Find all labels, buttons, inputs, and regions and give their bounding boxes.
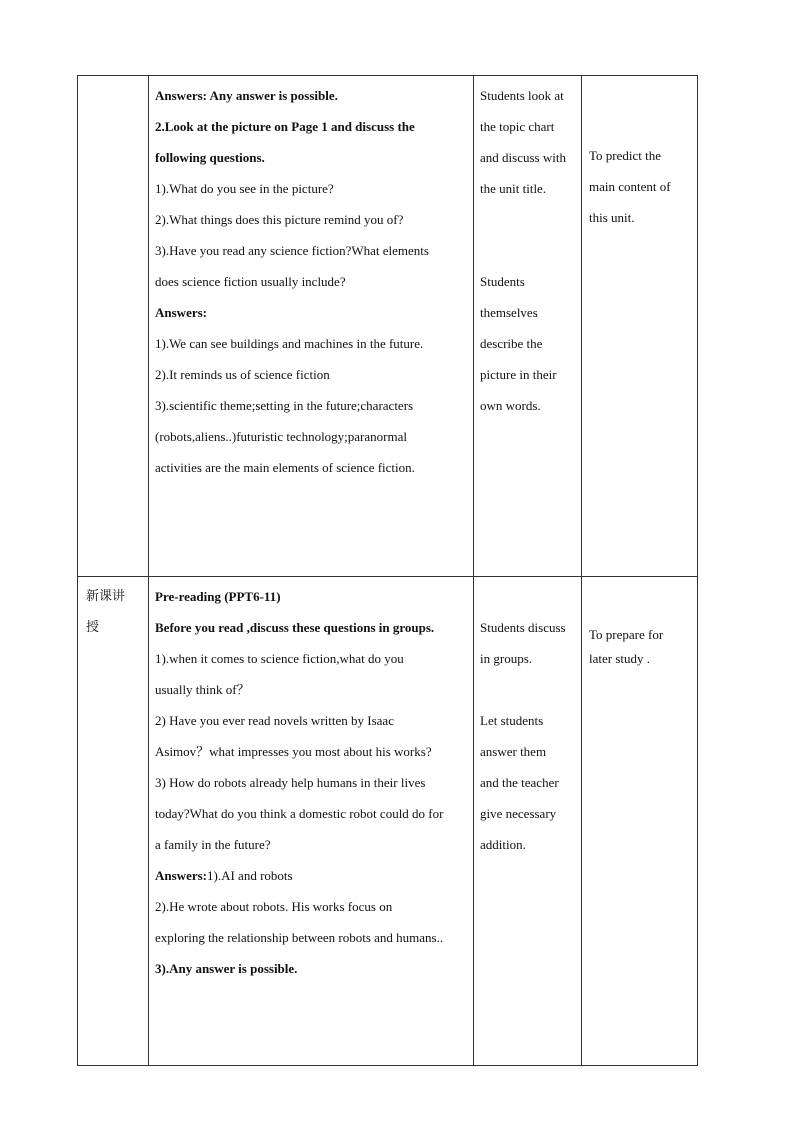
activity-line: the unit title. <box>480 181 547 196</box>
content-line: 2).He wrote about robots. His works focus on <box>155 899 393 914</box>
activity-line: Students look at <box>480 88 564 103</box>
content-line: 3).Have you read any science fiction?What elements <box>155 243 429 258</box>
content-line: 1).We can see buildings and machines in the future. <box>155 336 424 351</box>
purpose-cell <box>582 76 698 577</box>
content-line: following questions. <box>155 150 265 165</box>
content-line: exploring the relationship between robots and humans.. <box>155 930 444 945</box>
activity-line: answer them <box>480 744 547 759</box>
activity-line: picture in their <box>480 367 557 382</box>
section-label: 新课讲授 <box>86 589 126 635</box>
content-line: Answers: Any answer is possible. <box>155 88 338 103</box>
lesson-plan-table <box>77 75 698 1066</box>
section-cell <box>78 76 149 577</box>
purpose-line: later study . <box>589 651 651 666</box>
content-line: 2).It reminds us of science fiction <box>155 367 330 382</box>
purpose-line: To predict the <box>589 148 662 163</box>
content-line: today?What do you think a domestic robot could do for <box>155 806 444 821</box>
activity-cell <box>474 577 582 1066</box>
activity-line: describe the <box>480 336 543 351</box>
content-line: 3).scientific theme;setting in the future;characters <box>155 398 414 413</box>
activity-line: in groups. <box>480 651 532 666</box>
section-cell <box>78 577 149 1066</box>
purpose-line: this unit. <box>589 210 635 225</box>
content-line: Asimov？what impresses you most about his works? <box>155 744 432 759</box>
content-cell <box>149 577 474 1066</box>
activity-cell <box>474 76 582 577</box>
activity-line: and discuss with <box>480 150 566 165</box>
content-line: 3) How do robots already help humans in their lives <box>155 775 426 790</box>
activity-line: the topic chart <box>480 119 555 134</box>
table-row <box>78 577 698 1066</box>
content-line: 2.Look at the picture on Page 1 and discuss the <box>155 119 415 134</box>
content-line: Before you read ,discuss these questions in groups. <box>155 620 435 635</box>
answers-label: Answers: <box>155 868 207 883</box>
content-line: Pre-reading (PPT6-11) <box>155 589 281 604</box>
content-line: a family in the future? <box>155 837 271 852</box>
content-cell <box>149 76 474 577</box>
content-line: usually think of？ <box>155 682 250 697</box>
content-line: 2) Have you ever read novels written by Isaac <box>155 713 394 728</box>
activity-line: give necessary <box>480 806 557 821</box>
section-label <box>78 76 148 80</box>
purpose-line: main content of <box>589 179 671 194</box>
activity-line: Students <box>480 274 525 289</box>
content-line: 1).What do you see in the picture? <box>155 181 334 196</box>
table-row <box>78 76 698 577</box>
content-line: does science fiction usually include? <box>155 274 346 289</box>
activity-line: Students discuss <box>480 620 566 635</box>
content-line: 1).when it comes to science fiction,what do you <box>155 651 404 666</box>
answer-text: 1).AI and robots <box>207 868 293 883</box>
activity-line: addition. <box>480 837 526 852</box>
content-line: Answers: <box>155 305 207 320</box>
content-line <box>155 860 467 891</box>
content-line: 3).Any answer is possible. <box>155 961 298 976</box>
activity-line: themselves <box>480 305 538 320</box>
activity-line: Let students <box>480 713 544 728</box>
activity-line: and the teacher <box>480 775 559 790</box>
purpose-cell <box>582 577 698 1066</box>
content-line: activities are the main elements of science fiction. <box>155 460 415 475</box>
activity-line: own words. <box>480 398 541 413</box>
content-line: 2).What things does this picture remind you of? <box>155 212 404 227</box>
content-line: (robots,aliens..)futuristic technology;paranormal <box>155 429 407 444</box>
purpose-line: To prepare for <box>589 627 664 642</box>
